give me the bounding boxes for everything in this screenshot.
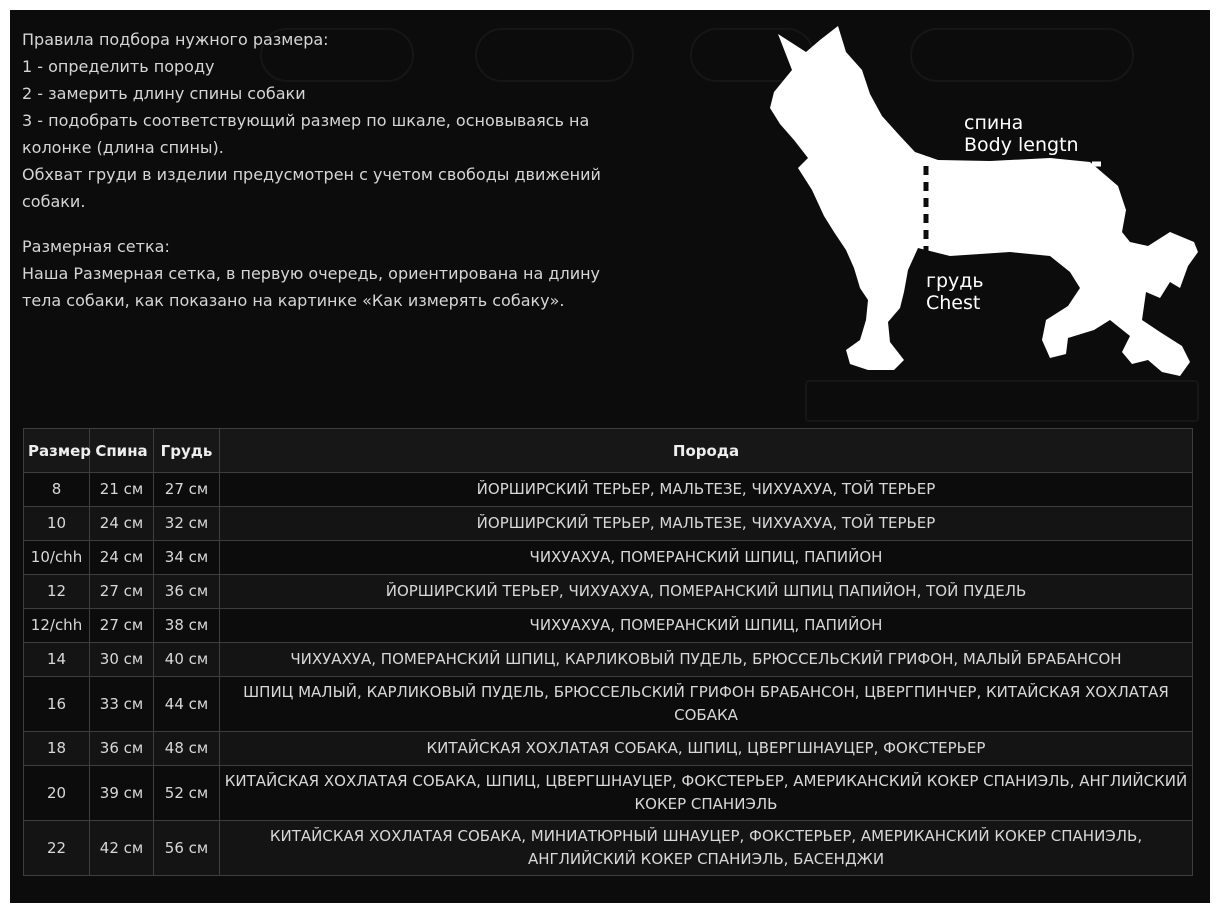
chest-label-en: Chest bbox=[926, 292, 981, 314]
size-chart-image bbox=[10, 10, 1210, 903]
cell-chest: 52 см bbox=[154, 766, 220, 821]
table-row bbox=[24, 507, 1193, 541]
cell-breed: ШПИЦ МАЛЫЙ, КАРЛИКОВЫЙ ПУДЕЛЬ, БРЮССЕЛЬСКИЙ ГРИФОН БРАБАНСОН, ЦВЕРГПИНЧЕР, КИТАЙСКАЯ ХОХЛАТАЯ СОБАКА bbox=[220, 677, 1193, 732]
cell-breed: КИТАЙСКАЯ ХОХЛАТАЯ СОБАКА, ШПИЦ, ЦВЕРГШНАУЦЕР, ФОКСТЕРЬЕР, АМЕРИКАНСКИЙ КОКЕР СПАНИЭЛЬ, АНГЛИЙСКИЙ КОКЕР СПАНИЭЛЬ bbox=[220, 766, 1193, 821]
cell-size: 16 bbox=[24, 677, 90, 732]
cell-breed: ЧИХУАХУА, ПОМЕРАНСКИЙ ШПИЦ, ПАПИЙОН bbox=[220, 609, 1193, 643]
cell-back: 24 см bbox=[90, 507, 154, 541]
cell-breed: КИТАЙСКАЯ ХОХЛАТАЯ СОБАКА, ШПИЦ, ЦВЕРГШНАУЦЕР, ФОКСТЕРЬЕР bbox=[220, 732, 1193, 766]
table-row bbox=[24, 821, 1193, 876]
table-row bbox=[24, 643, 1193, 677]
table-row bbox=[24, 732, 1193, 766]
header-size: Размер bbox=[24, 429, 90, 473]
cell-breed: ЙОРШИРСКИЙ ТЕРЬЕР, МАЛЬТЕЗЕ, ЧИХУАХУА, ТОЙ ТЕРЬЕР bbox=[220, 473, 1193, 507]
table-row bbox=[24, 473, 1193, 507]
cell-size: 12 bbox=[24, 575, 90, 609]
header-breed: Порода bbox=[220, 429, 1193, 473]
rules-step-1: 1 - определить породу bbox=[22, 57, 215, 76]
chest-label-ru: грудь bbox=[926, 270, 984, 292]
back-label-ru: спина bbox=[964, 112, 1024, 134]
rules-title: Правила подбора нужного размера: bbox=[22, 30, 329, 49]
table-header-row bbox=[24, 429, 1193, 473]
cell-size: 18 bbox=[24, 732, 90, 766]
size-table bbox=[23, 428, 1193, 876]
cell-size: 14 bbox=[24, 643, 90, 677]
measurement-diagram bbox=[750, 20, 1210, 390]
cell-chest: 56 см bbox=[154, 821, 220, 876]
table-row bbox=[24, 609, 1193, 643]
cell-chest: 34 см bbox=[154, 541, 220, 575]
table-row bbox=[24, 541, 1193, 575]
rules-step-2: 2 - замерить длину спины собаки bbox=[22, 84, 306, 103]
cell-breed: ЧИХУАХУА, ПОМЕРАНСКИЙ ШПИЦ, КАРЛИКОВЫЙ ПУДЕЛЬ, БРЮССЕЛЬСКИЙ ГРИФОН, МАЛЫЙ БРАБАНСОН bbox=[220, 643, 1193, 677]
cell-back: 27 см bbox=[90, 609, 154, 643]
back-label-en: Body lengtn bbox=[964, 134, 1079, 156]
grid-description: Наша Размерная сетка, в первую очередь, ориентирована на длину тела собаки, как показано на картинке «Как измерять собаку». bbox=[22, 264, 601, 310]
chest-label bbox=[926, 270, 984, 314]
cell-back: 36 см bbox=[90, 732, 154, 766]
cell-chest: 48 см bbox=[154, 732, 220, 766]
header-chest: Грудь bbox=[154, 429, 220, 473]
cell-back: 42 см bbox=[90, 821, 154, 876]
header-back: Спина bbox=[90, 429, 154, 473]
dog-silhouette-icon bbox=[750, 20, 1210, 390]
cell-chest: 44 см bbox=[154, 677, 220, 732]
cell-breed: ЧИХУАХУА, ПОМЕРАНСКИЙ ШПИЦ, ПАПИЙОН bbox=[220, 541, 1193, 575]
cell-breed: ЙОРШИРСКИЙ ТЕРЬЕР, МАЛЬТЕЗЕ, ЧИХУАХУА, ТОЙ ТЕРЬЕР bbox=[220, 507, 1193, 541]
sizing-rules bbox=[22, 26, 622, 314]
cell-back: 30 см bbox=[90, 643, 154, 677]
rules-chest-note: Обхват груди в изделии предусмотрен с учетом свободы движений собаки. bbox=[22, 165, 601, 211]
cell-chest: 32 см bbox=[154, 507, 220, 541]
table-row bbox=[24, 677, 1193, 732]
cell-size: 22 bbox=[24, 821, 90, 876]
cell-chest: 38 см bbox=[154, 609, 220, 643]
cell-back: 27 см bbox=[90, 575, 154, 609]
back-label bbox=[964, 112, 1079, 156]
cell-chest: 36 см bbox=[154, 575, 220, 609]
cell-back: 24 см bbox=[90, 541, 154, 575]
cell-chest: 40 см bbox=[154, 643, 220, 677]
grid-heading: Размерная сетка: bbox=[22, 237, 170, 256]
cell-size: 12/chh bbox=[24, 609, 90, 643]
cell-size: 10 bbox=[24, 507, 90, 541]
cell-size: 8 bbox=[24, 473, 90, 507]
cell-chest: 27 см bbox=[154, 473, 220, 507]
cell-size: 20 bbox=[24, 766, 90, 821]
cell-size: 10/chh bbox=[24, 541, 90, 575]
rules-step-3: 3 - подобрать соответствующий размер по шкале, основываясь на колонке (длина спины). bbox=[22, 111, 590, 157]
cell-back: 33 см bbox=[90, 677, 154, 732]
cell-back: 39 см bbox=[90, 766, 154, 821]
table-row bbox=[24, 575, 1193, 609]
cell-breed: ЙОРШИРСКИЙ ТЕРЬЕР, ЧИХУАХУА, ПОМЕРАНСКИЙ ШПИЦ ПАПИЙОН, ТОЙ ПУДЕЛЬ bbox=[220, 575, 1193, 609]
cell-breed: КИТАЙСКАЯ ХОХЛАТАЯ СОБАКА, МИНИАТЮРНЫЙ ШНАУЦЕР, ФОКСТЕРЬЕР, АМЕРИКАНСКИЙ КОКЕР СПАНИЭЛЬ, АНГЛИЙСКИЙ КОКЕР СПАНИЭЛЬ, БАСЕНДЖИ bbox=[220, 821, 1193, 876]
table-row bbox=[24, 766, 1193, 821]
cell-back: 21 см bbox=[90, 473, 154, 507]
